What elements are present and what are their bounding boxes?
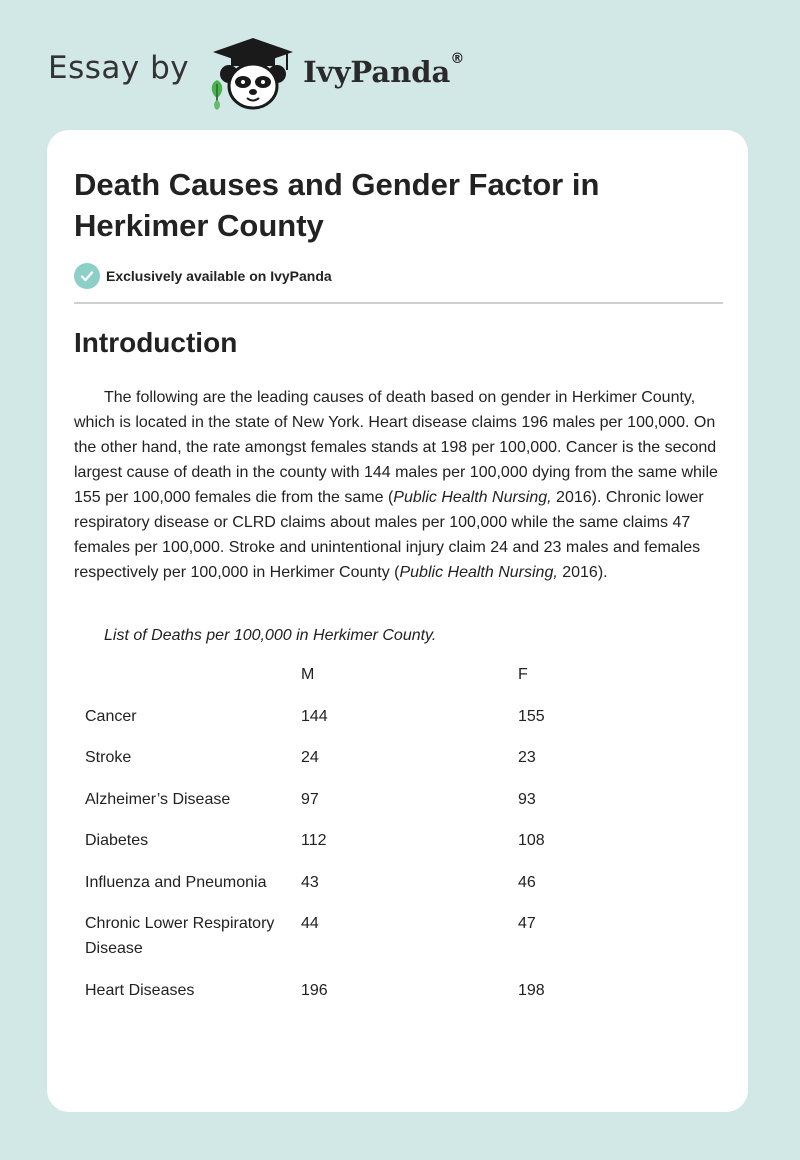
- divider: [74, 302, 723, 304]
- female-cell: 198: [518, 981, 545, 999]
- deaths-table: [74, 662, 638, 1019]
- table-row: [74, 745, 638, 787]
- article-card: [47, 130, 748, 1112]
- site-header: [48, 34, 464, 114]
- male-cell: 97: [301, 790, 319, 808]
- intro-paragraph: The following are the leading causes of death based on gender in Herkimer County, which is located in the state of New York. Heart disease claims 196 males per 100,000. On the other hand, the rate amongst females stands at 198 per 100,000. Cancer is the second largest cause of death in the county with 144 males per 100,000 dying from the same while 155 per 100,000 females die from the same (Public Health Nursing, 2016). Chronic lower respiratory disease or CLRD claims about males per 100,000 while the same claims 47 females per 100,000. Stroke and unintentional injury claim 24 and 23 males and females respectively per 100,000 in Herkimer County (Public Health Nursing, 2016).: [74, 389, 718, 581]
- female-cell: 93: [518, 790, 536, 808]
- table-row: [74, 828, 638, 870]
- female-cell: 47: [518, 915, 536, 932]
- table-row: [74, 911, 638, 978]
- cause-cell: Diabetes: [85, 832, 149, 849]
- table-header-cell: M: [301, 666, 315, 683]
- section-heading: Introduction: [74, 327, 238, 358]
- table-row: [74, 978, 638, 1020]
- male-cell: 43: [301, 873, 319, 891]
- male-cell: 112: [301, 832, 327, 849]
- table-header-cell: F: [518, 666, 528, 683]
- cause-cell: Influenza and Pneumonia: [85, 873, 267, 891]
- male-cell: 144: [301, 707, 328, 725]
- table-row: [74, 704, 638, 746]
- table-row: [74, 787, 638, 829]
- table-row: [74, 870, 638, 912]
- cause-cell: Heart Diseases: [85, 981, 195, 999]
- table-header-row: [74, 662, 638, 704]
- citation: Public Health Nursing,: [393, 489, 552, 506]
- cause-cell: Chronic Lower Respiratory Disease: [85, 915, 275, 957]
- female-cell: 23: [518, 749, 536, 766]
- cause-cell: Cancer: [85, 707, 137, 725]
- female-cell: 46: [518, 873, 536, 891]
- cause-cell: Stroke: [85, 749, 132, 766]
- female-cell: 108: [518, 832, 545, 849]
- article-title: Death Causes and Gender Factor in Herkimer County: [74, 167, 600, 243]
- brand-prefix: Essay by: [48, 50, 190, 86]
- badge-label: Exclusively available on IvyPanda: [106, 268, 332, 284]
- registered-mark: ®: [450, 51, 465, 67]
- male-cell: 44: [301, 915, 319, 932]
- exclusive-badge: [74, 263, 332, 289]
- panda-logo-icon[interactable]: [207, 36, 299, 112]
- brand-name[interactable]: IvyPanda®: [303, 51, 465, 89]
- table-header-cell: [74, 662, 290, 704]
- table-caption: List of Deaths per 100,000 in Herkimer County.: [104, 627, 437, 644]
- cause-cell: Alzheimer’s Disease: [85, 790, 231, 808]
- citation: Public Health Nursing,: [399, 564, 558, 581]
- female-cell: 155: [518, 707, 545, 725]
- check-circle-icon: [74, 263, 100, 289]
- male-cell: 24: [301, 749, 319, 766]
- male-cell: 196: [301, 981, 328, 999]
